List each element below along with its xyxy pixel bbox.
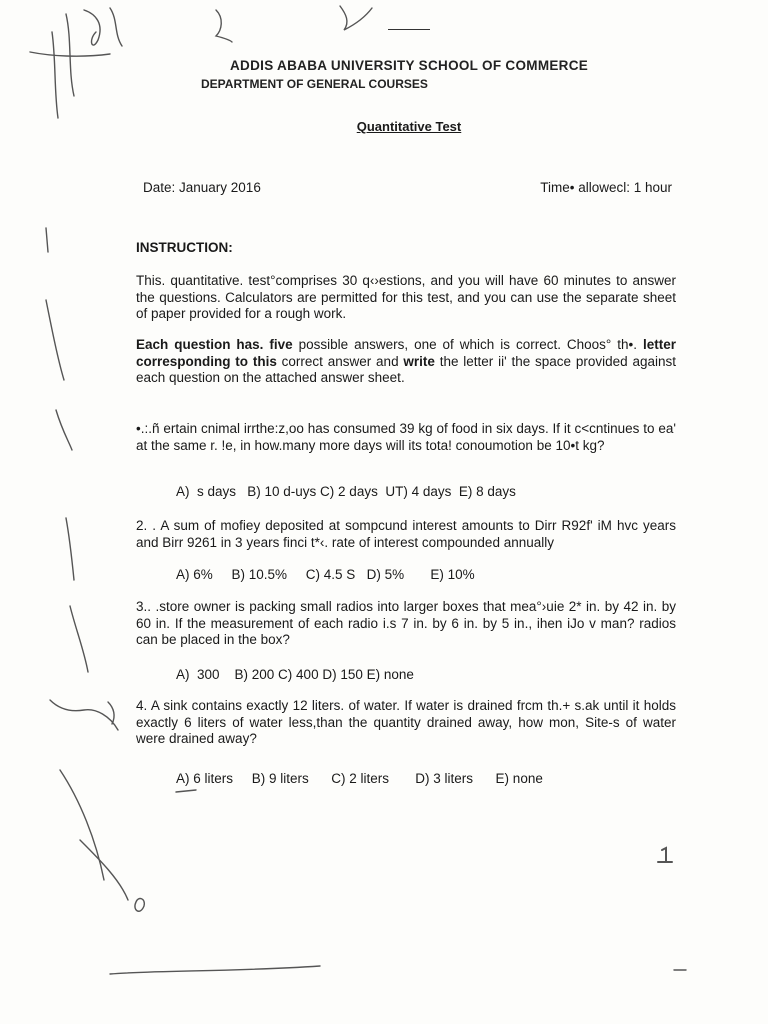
bold-phrase-2: letter corresponding to this xyxy=(136,337,676,369)
instruction-heading: INSTRUCTION: xyxy=(136,240,233,255)
department-name: DEPARTMENT OF GENERAL COURSES xyxy=(201,77,428,91)
question-3-options: A) 300 B) 200 C) 400 D) 150 E) none xyxy=(176,667,414,682)
instruction-paragraph-2 xyxy=(136,337,676,387)
question-2-options: A) 6% B) 10.5% C) 4.5 S D) 5% E) 10% xyxy=(176,567,475,582)
text-phrase-1: possible answers, one of which is correct. Choos° th•. xyxy=(292,337,643,352)
bold-phrase-3: write xyxy=(403,353,435,369)
question-4-options: A) 6 liters B) 9 liters C) 2 liters D) 3 liters E) none xyxy=(176,771,543,786)
page-title xyxy=(0,119,768,134)
instruction-paragraph-1: This. quantitative. test°comprises 30 q‹›estions, and you will have 60 minutes to answer the questions. Calculators are permitted for this test, and you can use the separate sheet of paper provided for a rough work. xyxy=(136,273,676,321)
exam-date: Date: January 2016 xyxy=(143,180,261,195)
question-1-text: •.:.ñ ertain cnimal irrthe:z,oo has consumed 39 kg of food in six days. If it c<cntinues to ea' at the same r. !e, in how.many more days will its tota! conoumotion be 10•t kg? xyxy=(136,421,676,453)
title-text: Quantitative Test xyxy=(356,119,462,134)
question-4-text: 4. A sink contains exactly 12 liters. of water. If water is drained frcm th.+ s.ak until it holds exactly 6 liters of water less,than the quantity drained away, how mon, Site-s of water were drained away? xyxy=(136,698,676,746)
bold-phrase-1: Each question has. five xyxy=(136,337,293,352)
blank-underline xyxy=(388,29,430,30)
question-2-text: 2. . A sum of mofiey deposited at sompcund interest amounts to Dirr R92f' iM hvc years and Birr 9261 in 3 years finci t*‹. rate of interest compounded annually xyxy=(136,518,676,550)
question-3-text: 3.. .store owner is packing small radios into larger boxes that mea°›uie 2* in. by 42 in. by 60 in. If the measurement of each radio i.s 7 in. by 6 in. by 5 in., ihen iJo v man? radios can be placed in the box? xyxy=(136,599,676,647)
university-name: ADDIS ABABA UNIVERSITY SCHOOL OF COMMERCE xyxy=(230,58,589,73)
question-1-options: A) s days B) 10 d-uys C) 2 days UT) 4 days E) 8 days xyxy=(176,484,516,499)
text-phrase-2: correct answer and xyxy=(276,353,404,369)
text-phrase-3: the letter ii' the space provided against each question on the attached answer sheet. xyxy=(136,353,676,385)
time-allowed: Time• allowecl: 1 hour xyxy=(540,180,672,195)
